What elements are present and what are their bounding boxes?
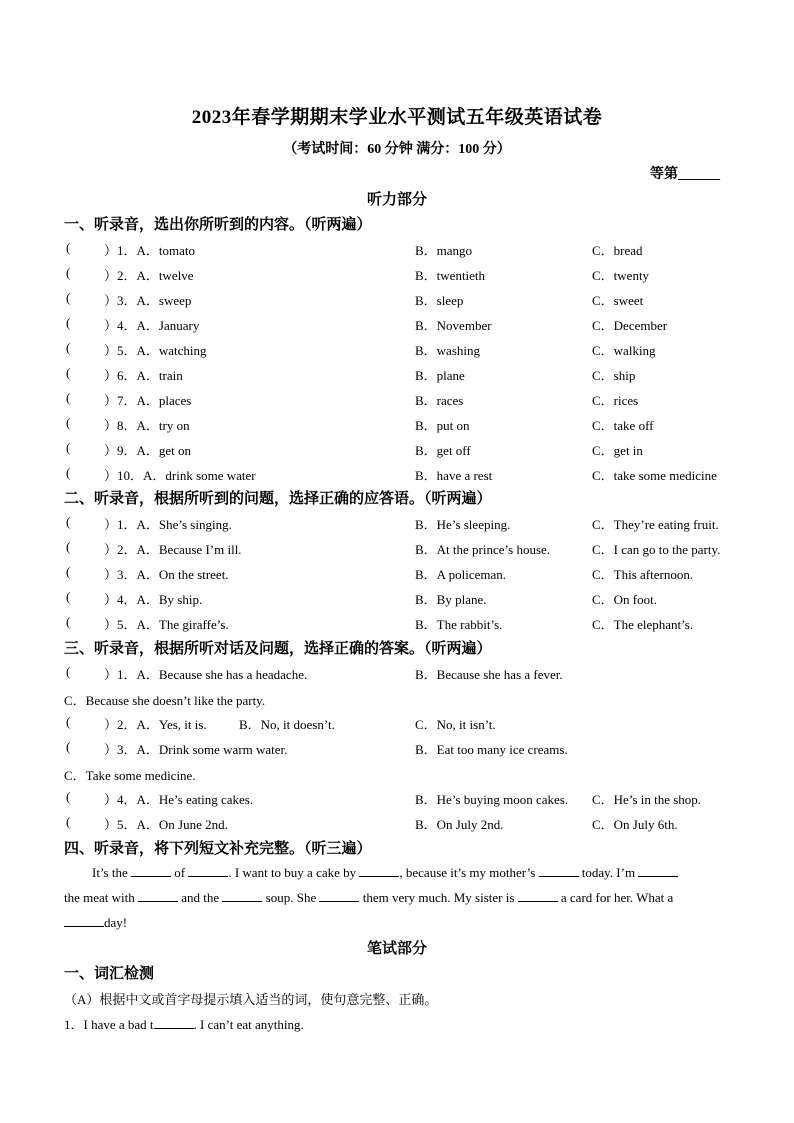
answer-paren[interactable]: ( [66,514,71,529]
s1-row-2 [0,265,794,287]
section4-title: 四、听录音，将下列短文补充完整。（听三遍） [64,839,372,857]
answer-paren[interactable]: ( [66,415,71,430]
option-a: ）4．A．January [104,318,200,333]
s3-row-1 [0,664,794,686]
s1-row-5 [0,340,794,362]
option-b: B．get off [415,443,471,458]
answer-paren[interactable]: ( [66,614,71,629]
option-a: ）5．A．On June 2nd. [104,817,228,832]
option-b: B．Because she has a fever. [415,667,563,682]
option-c: C．The elephant’s. [592,617,694,632]
option-a: ）2．A．twelve [104,268,194,283]
option-a: ）7．A．places [104,393,192,408]
s1-row-6 [0,365,794,387]
s3-row-3 [0,739,794,761]
s1-row-1 [0,240,794,262]
option-b: B．washing [415,343,481,358]
blank[interactable] [638,864,678,877]
cloze-paragraph: It’s the of . I want to buy a cake by , because it’s my mother’s today. I’m the meat with and the soup. She them very much. My sister is a card for her. What a day! [64,860,732,935]
answer-paren[interactable]: ( [66,465,71,480]
grade-field: 等第______ [650,167,720,182]
option-c: C．bread [592,243,643,258]
s2-row-5 [0,614,794,636]
option-c: C．On foot. [592,592,658,607]
option-b: B．Eat too many ice creams. [415,742,568,757]
option-b: B．races [415,393,464,408]
s2-row-3 [0,564,794,586]
option-a: ）9．A．get on [104,443,192,458]
answer-paren[interactable]: ( [66,390,71,405]
s1-row-8 [0,415,794,437]
option-c: C．Because she doesn’t like the party. [64,693,266,708]
answer-paren[interactable]: ( [66,365,71,380]
listening-heading: 听力部分 [366,192,427,208]
option-b: B．have a rest [415,468,493,483]
option-c: C．They’re eating fruit. [592,517,719,532]
written-section1-title: 一、词汇检测 [64,964,155,982]
s3-row-4 [0,789,794,811]
section3-title: 三、听录音，根据所听对话及问题，选择正确的答案。（听两遍） [64,639,492,657]
option-a: ）2．A．Yes, it is. [104,717,207,732]
exam-title: 2023年春学期期末学业水平测试五年级英语试卷 [191,107,603,128]
written-instruction: （A）根据中文或首字母提示填入适当的词，使句意完整、正确。 [64,992,438,1007]
blank[interactable] [222,889,262,902]
option-b: B．put on [415,418,470,433]
section2-title: 二、听录音，根据所听到的问题，选择正确的应答语。（听两遍） [64,489,492,507]
answer-paren[interactable]: ( [66,440,71,455]
blank[interactable] [188,864,228,877]
s2-row-2 [0,539,794,561]
blank[interactable] [131,864,171,877]
option-a: ）3．A．sweep [104,293,192,308]
option-c: C．I can go to the party. [592,542,721,557]
answer-paren[interactable]: ( [66,714,71,729]
s1-row-7 [0,390,794,412]
blank[interactable] [138,889,178,902]
option-c: C．Take some medicine. [64,768,196,783]
written-heading: 笔试部分 [366,941,427,957]
s3-row-2 [0,714,794,736]
option-c: C．ship [592,368,636,383]
option-b: B．The rabbit’s. [415,617,503,632]
option-b: B．At the prince’s house. [415,542,551,557]
option-b: B．By plane. [415,592,487,607]
s1-row-10 [0,465,794,487]
option-a: ）1．A．She’s singing. [104,517,232,532]
blank[interactable] [319,889,359,902]
blank[interactable] [539,864,579,877]
option-c: C．get in [592,443,643,458]
s1-row-9 [0,440,794,462]
option-c: C．walking [592,343,656,358]
option-b: B．No, it doesn’t. [239,717,335,732]
option-a: ）1．A．tomato [104,243,195,258]
option-b: B．mango [415,243,473,258]
answer-paren[interactable]: ( [66,340,71,355]
option-b: B．twentieth [415,268,486,283]
s2-row-4 [0,589,794,611]
option-a: ）4．A．He’s eating cakes. [104,792,254,807]
answer-paren[interactable]: ( [66,290,71,305]
answer-paren[interactable]: ( [66,589,71,604]
s1-row-3 [0,290,794,312]
option-b: B．sleep [415,293,464,308]
option-c: C．rices [592,393,639,408]
answer-paren[interactable]: ( [66,664,71,679]
option-a: ）10．A．drink some water [104,468,256,483]
s1-row-4 [0,315,794,337]
answer-paren[interactable]: ( [66,789,71,804]
option-b: B．November [415,318,492,333]
s2-row-1 [0,514,794,536]
option-c: C．take off [592,418,654,433]
written-question-1: 1．I have a bad t . I can’t eat anything. [64,1017,304,1032]
option-b: B．On July 2nd. [415,817,504,832]
option-b: B．A policeman. [415,567,506,582]
blank[interactable] [359,864,399,877]
answer-paren[interactable]: ( [66,814,71,829]
blank[interactable] [64,914,104,927]
option-b: B．He’s buying moon cakes. [415,792,569,807]
option-c: C．No, it isn’t. [415,717,496,732]
answer-paren[interactable]: ( [66,265,71,280]
answer-paren[interactable]: ( [66,240,71,255]
blank[interactable] [518,889,558,902]
option-b: B．He’s sleeping. [415,517,511,532]
s3-row-5 [0,814,794,836]
option-a: ）8．A．try on [104,418,190,433]
option-c: C．December [592,318,668,333]
option-c: C．take some medicine [592,468,717,483]
option-a: ）5．A．The giraffe’s. [104,617,229,632]
option-c: C．On July 6th. [592,817,678,832]
option-c: C．sweet [592,293,644,308]
answer-paren[interactable]: ( [66,564,71,579]
option-a: ）5．A．watching [104,343,207,358]
answer-paren[interactable]: ( [66,315,71,330]
option-a: ）2．A．Because I’m ill. [104,542,242,557]
option-c: C．He’s in the shop. [592,792,702,807]
section1-title: 一、听录音，选出你所听到的内容。（听两遍） [64,215,372,233]
option-a: ）3．A．On the street. [104,567,229,582]
option-b: B．plane [415,368,465,383]
option-a: ）1．A．Because she has a headache. [104,667,308,682]
blank[interactable] [154,1016,194,1029]
answer-paren[interactable]: ( [66,739,71,754]
option-a: ）6．A．train [104,368,183,383]
exam-subtitle: （考试时间：60 分钟 满分：100 分） [283,142,511,157]
answer-paren[interactable]: ( [66,539,71,554]
option-c: C．twenty [592,268,650,283]
option-a: ）4．A．By ship. [104,592,203,607]
option-c: C．This afternoon. [592,567,694,582]
option-a: ）3．A．Drink some warm water. [104,742,288,757]
